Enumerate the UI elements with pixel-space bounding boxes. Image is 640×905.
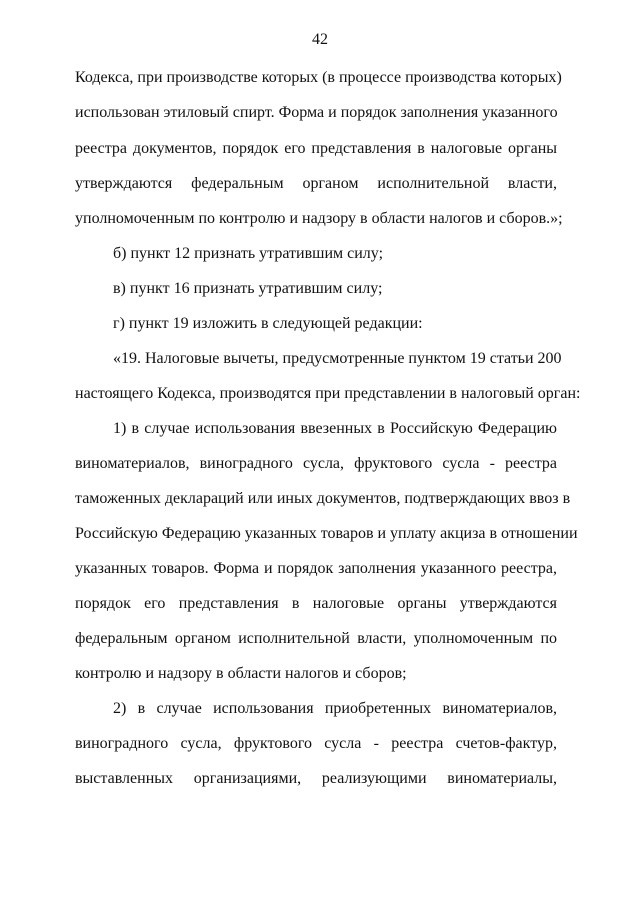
text-line: г) пункт 19 изложить в следующей редакции: bbox=[113, 315, 423, 332]
text-line: «19. Налоговые вычеты, предусмотренные пунктом 19 статьи 200 bbox=[113, 350, 562, 367]
text-line: 2) в случае использования приобретенных виноматериалов, bbox=[113, 700, 557, 717]
text-line: указанных товаров. Форма и порядок заполнения указанного реестра, bbox=[75, 560, 557, 577]
text-line: виноградного сусла, фруктового сусла - реестра счетов-фактур, bbox=[75, 735, 557, 752]
text-line: утверждаются федеральным органом исполнительной власти, bbox=[75, 175, 557, 192]
text-line: Российскую Федерацию указанных товаров и уплату акциза в отношении bbox=[75, 525, 578, 542]
text-line: в) пункт 16 признать утратившим силу; bbox=[113, 280, 383, 297]
text-line: Кодекса, при производстве которых (в процессе производства которых) bbox=[75, 69, 562, 86]
text-line: выставленных организациями, реализующими виноматериалы, bbox=[75, 770, 557, 787]
text-line: контролю и надзору в области налогов и сборов; bbox=[75, 665, 407, 682]
text-line: федеральным органом исполнительной власти, уполномоченным по bbox=[75, 630, 557, 647]
text-line: виноматериалов, виноградного сусла, фруктового сусла - реестра bbox=[75, 455, 557, 472]
text-line: реестра документов, порядок его представления в налоговые органы bbox=[75, 140, 557, 157]
text-line: таможенных деклараций или иных документов, подтверждающих ввоз в bbox=[75, 490, 571, 507]
text-line: использован этиловый спирт. Форма и порядок заполнения указанного bbox=[75, 104, 558, 121]
text-line: настоящего Кодекса, производятся при представлении в налоговый орган: bbox=[75, 385, 581, 402]
text-line: порядок его представления в налоговые органы утверждаются bbox=[75, 595, 557, 612]
text-line: 1) в случае использования ввезенных в Российскую Федерацию bbox=[113, 420, 557, 437]
text-line: б) пункт 12 признать утратившим силу; bbox=[113, 245, 384, 262]
page-number: 42 bbox=[312, 31, 328, 48]
text-line: уполномоченным по контролю и надзору в области налогов и сборов.»; bbox=[75, 210, 563, 227]
